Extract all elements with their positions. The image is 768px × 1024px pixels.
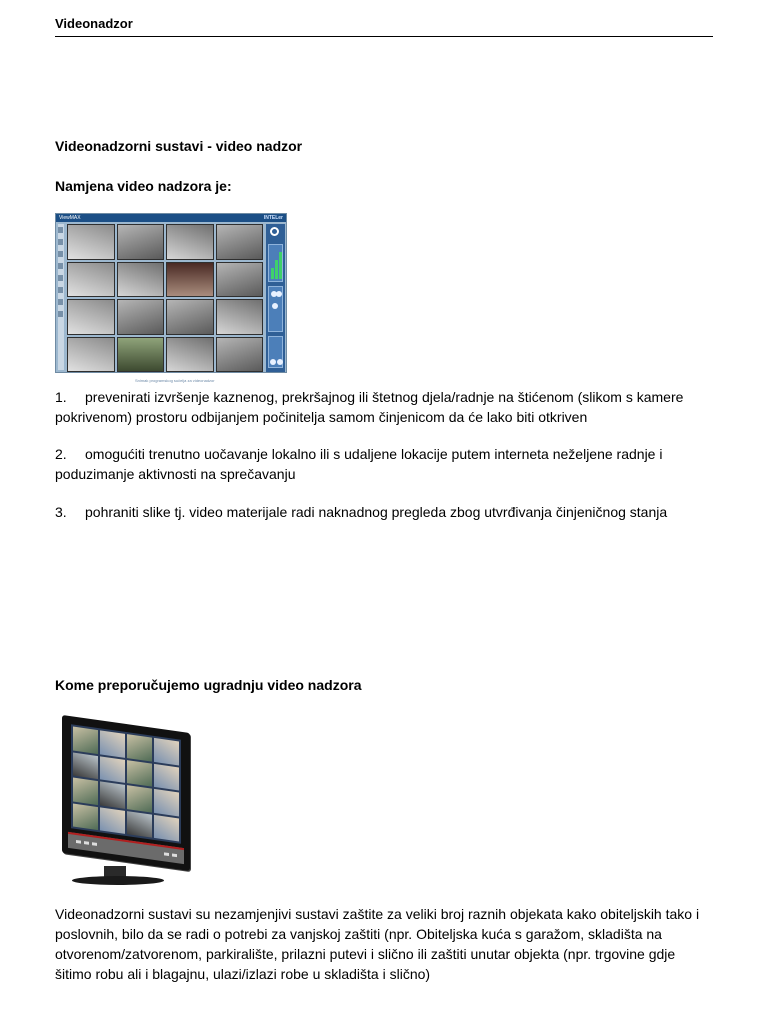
- camera-view: [67, 224, 115, 260]
- bezel-button: [84, 841, 89, 845]
- rewind-icon: [270, 359, 276, 365]
- recommendation-paragraph: Videonadzorni sustavi su nezamjenjivi sustavi zaštite za veliki broj raznih objekata kako obiteljskih tako i poslovnih, bilo da se radi o potrebi za vanjskoj zaštiti (npr. Obiteljska kuća s garažom, skladišta na otvorenom/zatvorenom, parkiralište, prilazni putevi i slično ili zaštiti unutar objekta (npr. trgovine gdje šitimo robu ali i blagajnu, ulazi/izlazi robe u skladišta i slično): [55, 906, 700, 982]
- camera-view: [67, 299, 115, 335]
- list-item: [55, 387, 715, 427]
- list-number: 3.: [55, 504, 67, 520]
- camera-view: [216, 337, 264, 373]
- camera-view: [100, 807, 125, 834]
- level-bar: [271, 268, 274, 279]
- cctv-monitor-image: [60, 718, 210, 890]
- cctv-software-screenshot: [55, 213, 287, 373]
- app-titlebar: [56, 214, 286, 222]
- camera-view: [127, 734, 152, 761]
- list-text: prevenirati izvršenje kaznenog, prekršajnog ili štetnog djela/radnje na štićenom (slikom s kamere pokrivenom) prostoru odbijanjem počinitelja samom činjenicom da će lako biti otkriven: [55, 389, 684, 425]
- page-header: [55, 16, 713, 37]
- purpose-subheading: Namjena video nadzora je:: [55, 178, 232, 194]
- tool-icon: [58, 227, 63, 233]
- camera-view: [73, 752, 98, 779]
- brand-logo: INTELer: [263, 215, 283, 221]
- monitor-icon: [62, 715, 190, 871]
- camera-grid: [67, 224, 263, 372]
- control-icon: [272, 303, 278, 309]
- power-icon: [270, 227, 279, 236]
- camera-view: [127, 811, 152, 838]
- bezel-button: [92, 842, 97, 846]
- camera-view: [100, 781, 125, 808]
- camera-view: [216, 224, 264, 260]
- level-bar: [275, 260, 278, 279]
- camera-view: [73, 803, 98, 830]
- level-bar: [279, 252, 282, 279]
- camera-view: [127, 785, 152, 812]
- camera-view: [154, 789, 179, 816]
- camera-view: [154, 763, 179, 790]
- camera-view: [117, 224, 165, 260]
- camera-view: [166, 299, 214, 335]
- control-icon: [276, 291, 282, 297]
- list-number: 2.: [55, 446, 67, 462]
- list-item: [55, 502, 715, 522]
- camera-view: [73, 778, 98, 805]
- section-heading: Videonadzorni sustavi - video nadzor: [55, 138, 303, 154]
- app-title: ViewMAX: [59, 215, 81, 221]
- bezel-button: [172, 853, 177, 857]
- bezel-button: [76, 840, 81, 844]
- camera-view: [127, 760, 152, 787]
- camera-view: [67, 262, 115, 298]
- camera-view: [216, 262, 264, 298]
- camera-view: [117, 299, 165, 335]
- figure-caption: Snimak programskog sučelja za videonadzor: [135, 378, 215, 383]
- camera-view: [216, 299, 264, 335]
- camera-view: [117, 337, 165, 373]
- camera-view: [154, 738, 179, 765]
- playback-panel: [268, 336, 283, 368]
- tool-icon: [58, 251, 63, 257]
- monitor-base: [72, 876, 164, 885]
- control-panel: [266, 224, 285, 372]
- list-item: [55, 444, 715, 484]
- camera-view: [100, 730, 125, 757]
- monitor-screen: [71, 724, 181, 843]
- toolbar: [58, 224, 64, 370]
- tool-icon: [58, 263, 63, 269]
- camera-view: [100, 756, 125, 783]
- camera-view: [166, 224, 214, 260]
- camera-view: [166, 337, 214, 373]
- camera-view: [166, 262, 214, 298]
- forward-icon: [277, 359, 283, 365]
- recommendation-heading: Kome preporučujemo ugradnju video nadzora: [55, 677, 362, 693]
- tool-icon: [58, 299, 63, 305]
- bezel-button: [164, 852, 169, 856]
- tool-icon: [58, 287, 63, 293]
- signal-meter: [268, 244, 283, 282]
- camera-view: [67, 337, 115, 373]
- header-title: Videonadzor: [55, 16, 133, 31]
- tool-icon: [58, 239, 63, 245]
- control-buttons: [268, 286, 283, 332]
- tool-icon: [58, 275, 63, 281]
- list-text: pohraniti slike tj. video materijale radi naknadnog pregleda zbog utvrđivanja činjeničnog stanja: [85, 504, 668, 520]
- camera-view: [154, 814, 179, 841]
- list-number: 1.: [55, 389, 67, 405]
- list-text: omogućiti trenutno uočavanje lokalno ili s udaljene lokacije putem interneta neželjene radnje i poduzimanje aktivnosti na sprečavanju: [55, 446, 663, 482]
- camera-view: [117, 262, 165, 298]
- camera-view: [73, 727, 98, 754]
- tool-icon: [58, 311, 63, 317]
